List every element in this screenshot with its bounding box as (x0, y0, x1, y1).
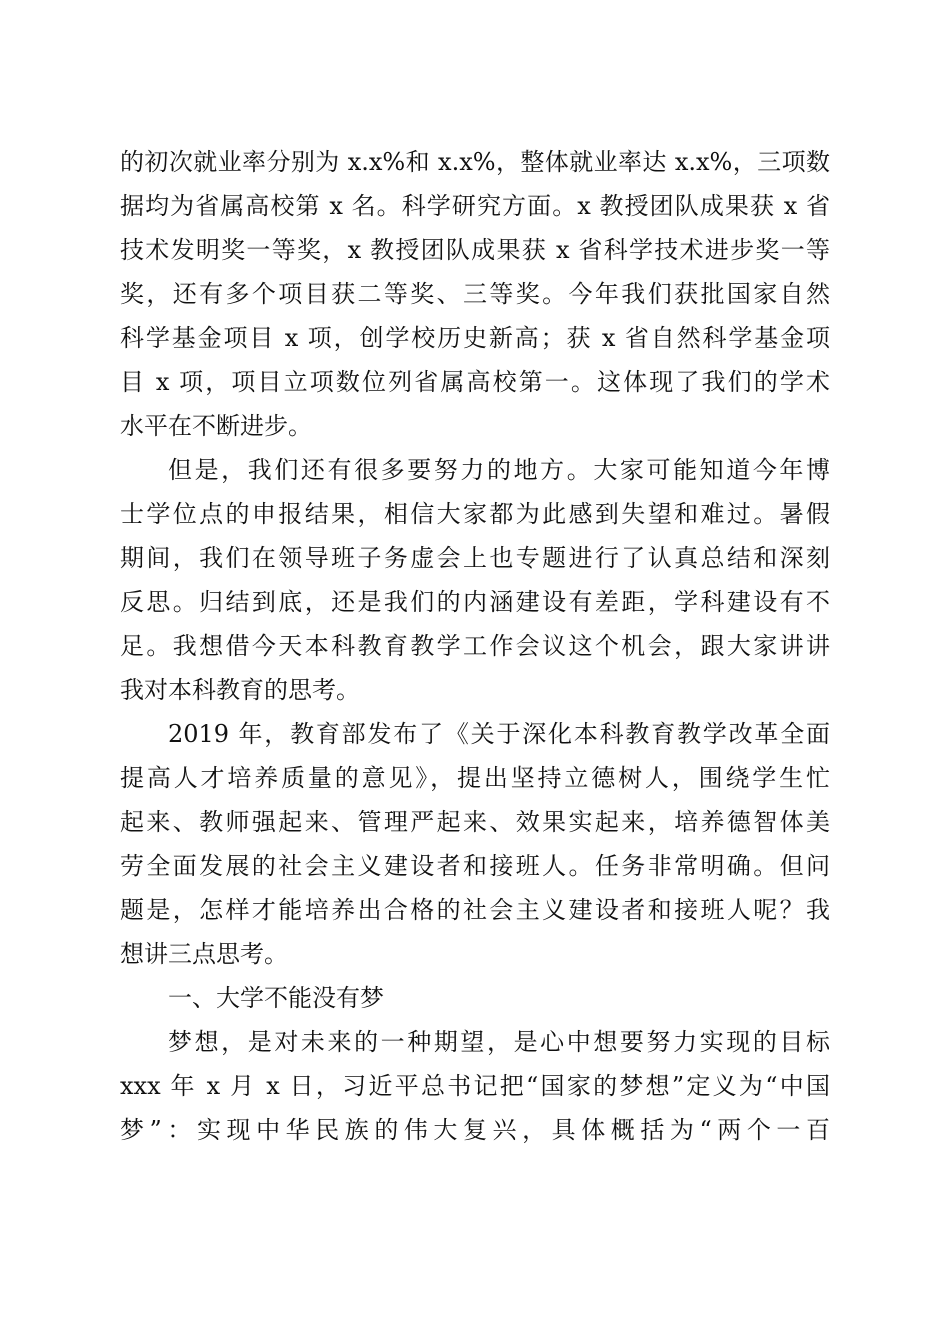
paragraph-line: 期间，我们在领导班子务虚会上也专题进行了认真总结和深刻 (120, 544, 830, 572)
paragraph-line: 梦”：实现中华民族的伟大复兴，具体概括为“两个一百 (120, 1116, 830, 1144)
paragraph-line: 起来、教师强起来、管理严起来、效果实起来，培养德智体美 (120, 808, 830, 836)
paragraph-line: 题是，怎样才能培养出合格的社会主义建设者和接班人呢？我 (120, 896, 830, 924)
paragraph-line: 提高人才培养质量的意见》，提出坚持立德树人，围绕学生忙 (120, 764, 830, 792)
paragraph-line: 士学位点的申报结果，相信大家都为此感到失望和难过。暑假 (120, 500, 830, 528)
paragraph-line: 科学基金项目 x 项，创学校历史新高；获 x 省自然科学基金项 (120, 324, 830, 352)
paragraph-line: 据均为省属高校第 x 名。科学研究方面。x 教授团队成果获 x 省 (120, 192, 830, 220)
paragraph-line: 水平在不断进步。 (120, 412, 312, 440)
section-heading: 一、大学不能没有梦 (168, 984, 384, 1012)
body-text (120, 140, 830, 1152)
paragraph-line: 奖，还有多个项目获二等奖、三等奖。今年我们获批国家自然 (120, 280, 830, 308)
paragraph-line: 技术发明奖一等奖，x 教授团队成果获 x 省科学技术进步奖一等 (120, 236, 830, 264)
paragraph-line: 的初次就业率分别为 x.x%和 x.x%，整体就业率达 x.x%，三项数 (120, 148, 830, 176)
paragraph-line: 梦想，是对未来的一种期望，是心中想要努力实现的目标 (168, 1028, 830, 1056)
paragraph-line: 劳全面发展的社会主义建设者和接班人。任务非常明确。但问 (120, 852, 830, 880)
paragraph-line: xxx 年 x 月 x 日，习近平总书记把“国家的梦想”定义为“中国 (120, 1072, 830, 1100)
paragraph-line: 想讲三点思考。 (120, 940, 288, 968)
paragraph-line: 我对本科教育的思考。 (120, 676, 360, 704)
paragraph-line: 2019 年，教育部发布了《关于深化本科教育教学改革全面 (168, 720, 830, 748)
paragraph-line: 反思。归结到底，还是我们的内涵建设有差距，学科建设有不 (120, 588, 830, 616)
paragraph-line: 目 x 项，项目立项数位列省属高校第一。这体现了我们的学术 (120, 368, 830, 396)
paragraph-line: 足。我想借今天本科教育教学工作会议这个机会，跟大家讲讲 (120, 632, 830, 660)
paragraph-line: 但是，我们还有很多要努力的地方。大家可能知道今年博 (168, 456, 830, 484)
